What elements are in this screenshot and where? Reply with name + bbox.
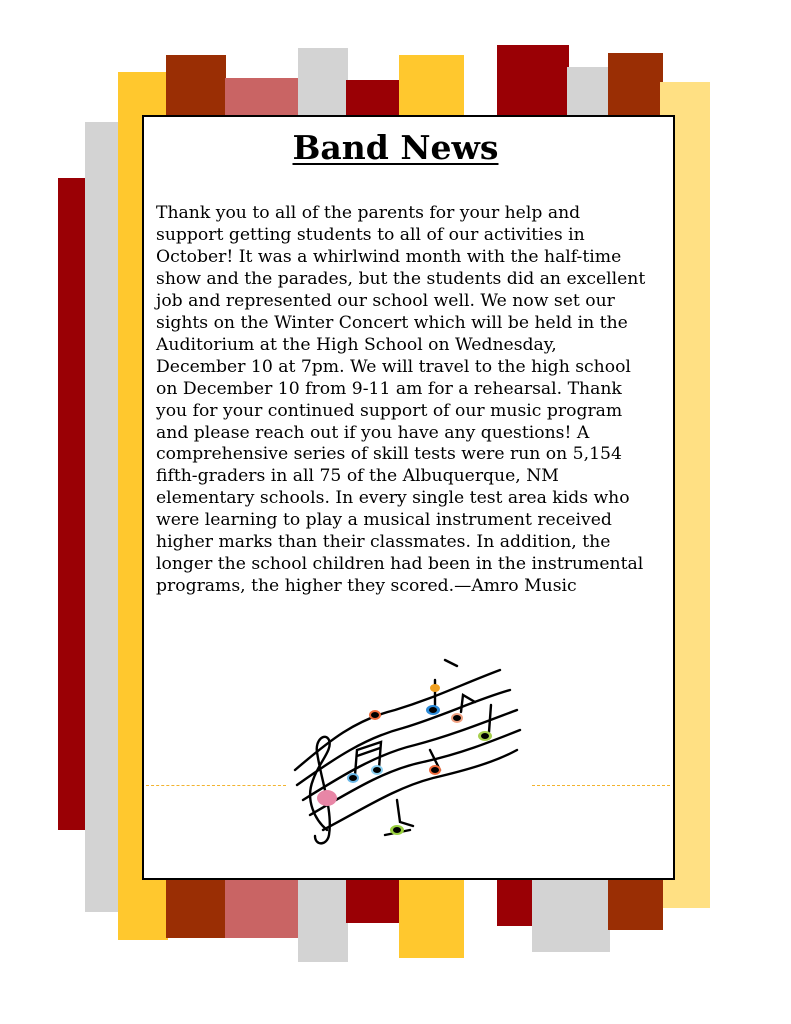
page-title: Band News <box>292 128 499 167</box>
decor-bar <box>225 78 300 117</box>
newsletter-body: Thank you to all of the parents for your help and support getting students to all of our activities in October! It was a whirlwind month with the half-time show and the parades, but the students did an excellent job and represented our school well. We now set our sights on the Winter Concert which will be held in the Auditorium at the High School on Wednesday, December 10 at 7pm. We will travel to the high school on December 10 from 9-11 am for a rehearsal. Thank you for your continued support of our music program and please reach out if you have any questions! A comprehensive series of skill tests were run on 5,154 fifth-graders in all 75 of the Albuquerque, NM elementary schools. In every single test area kids who were learning to play a musical instrument received higher marks than their classmates. In addition, the longer the school children had been in the instrumental programs, the higher they scored.—Amro Music <box>156 203 646 597</box>
decor-bar <box>225 878 300 938</box>
decor-bar <box>608 878 663 930</box>
decor-bar <box>399 55 464 117</box>
decor-bar <box>85 122 120 912</box>
decor-bar <box>298 48 348 117</box>
divider-right <box>532 785 670 786</box>
decor-bar <box>346 80 401 117</box>
decor-bar <box>532 878 610 952</box>
decor-bar <box>298 878 348 962</box>
decor-bar <box>166 55 226 117</box>
decor-bar <box>58 178 86 830</box>
decor-bar <box>399 878 464 958</box>
divider-left <box>146 785 286 786</box>
decor-bar <box>497 45 569 117</box>
decor-bar <box>346 878 401 923</box>
music-notes-staff-icon <box>285 650 525 850</box>
decor-bar <box>608 53 663 117</box>
decor-bar <box>166 878 226 938</box>
decor-bar <box>567 67 610 117</box>
